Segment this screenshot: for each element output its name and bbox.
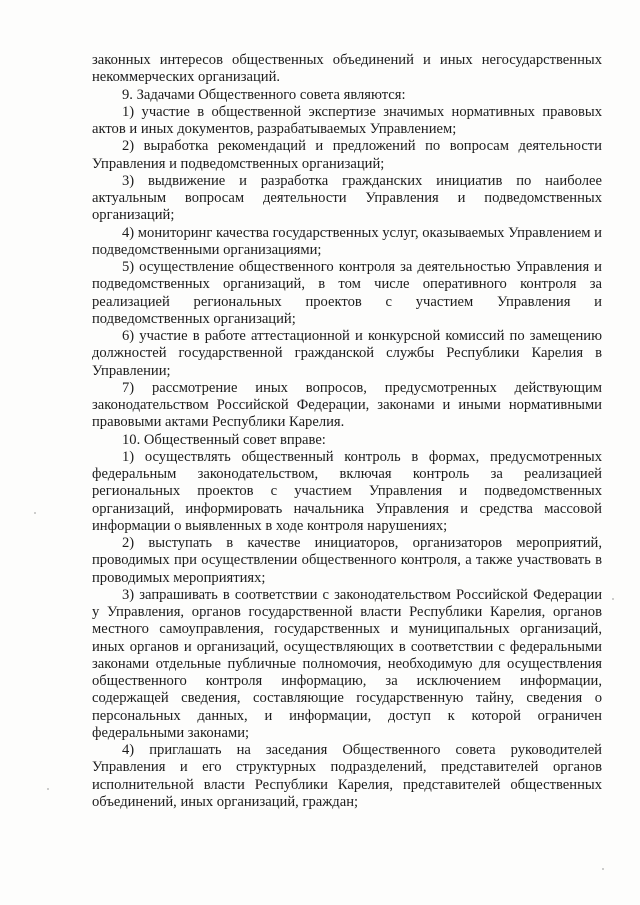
scan-speck xyxy=(612,598,614,600)
paragraph-10-item-3: 3) запрашивать в соответствии с законодательством Российской Федерации у Управления, органов государственной власти Республики Карелия, органов местного самоуправления, государственных и муниципальных организаций, иных органов и организаций, осуществляющих в соответствии с федеральными законами отдельные публичные полномочия, необходимую для осуществления общественного контроля информацию, за исключением информации, содержащей сведения, составляющие государственную тайну, сведения о персональных данных, и информации, доступ к которой ограничен федеральными законами; xyxy=(92,586,602,741)
paragraph-9-item-3: 3) выдвижение и разработка гражданских инициатив по наиболее актуальным вопросам деятельности Управления и подведомственных организаций; xyxy=(92,172,602,224)
paragraph-10-item-2: 2) выступать в качестве инициаторов, организаторов мероприятий, проводимых при осуществлении общественного контроля, а также участвовать в проводимых мероприятиях; xyxy=(92,535,602,586)
paragraph-9-item-5: 5) осуществление общественного контроля за деятельностью Управления и подведомственных организаций, в том числе оперативного контроля за реализацией региональных проектов с участием Управления и подведомственных организаций; xyxy=(92,259,602,327)
paragraph-continuation: законных интересов общественных объединений и иных негосударственных некоммерческих организаций. xyxy=(92,52,602,86)
scan-speck xyxy=(47,788,49,790)
paragraph-9-item-2: 2) выработка рекомендаций и предложений по вопросам деятельности Управления и подведомственных организаций; xyxy=(92,138,602,172)
paragraph-9-item-1: 1) участие в общественной экспертизе значимых нормативных правовых актов и иных документов, разрабатываемых Управлением; xyxy=(92,103,602,137)
paragraph-section-9-heading: 9. Задачами Общественного совета являются: xyxy=(122,86,406,103)
paragraph-9-item-4: 4) мониторинг качества государственных услуг, оказываемых Управлением и подведомственными организациями; xyxy=(92,224,602,258)
paragraph-section-10-heading: 10. Общественный совет вправе: xyxy=(122,431,326,448)
scan-speck xyxy=(34,512,36,514)
document-body xyxy=(92,52,602,811)
paragraph-9-item-6: 6) участие в работе аттестационной и конкурсной комиссий по замещению должностей государственной гражданской службы Республики Карелия в Управлении; xyxy=(92,328,602,379)
paragraph-10-item-4: 4) приглашать на заседания Общественного совета руководителей Управления и его структурных подразделений, представителей органов исполнительной власти Республики Карелия, представителей общественных объединений, иных организаций, граждан; xyxy=(92,742,602,810)
paragraph-9-item-7: 7) рассмотрение иных вопросов, предусмотренных действующим законодательством Российской Федерации, законами и иными нормативными правовыми актами Республики Карелия. xyxy=(92,379,602,431)
scan-speck xyxy=(602,868,604,870)
paragraph-10-item-1: 1) осуществлять общественный контроль в формах, предусмотренных федеральным законодательством, включая контроль за реализацией региональных проектов с участием Управления и подведомственных организаций, информировать начальника Управления и средства массовой информации о выявленных в ходе контроля нарушениях; xyxy=(92,448,602,534)
